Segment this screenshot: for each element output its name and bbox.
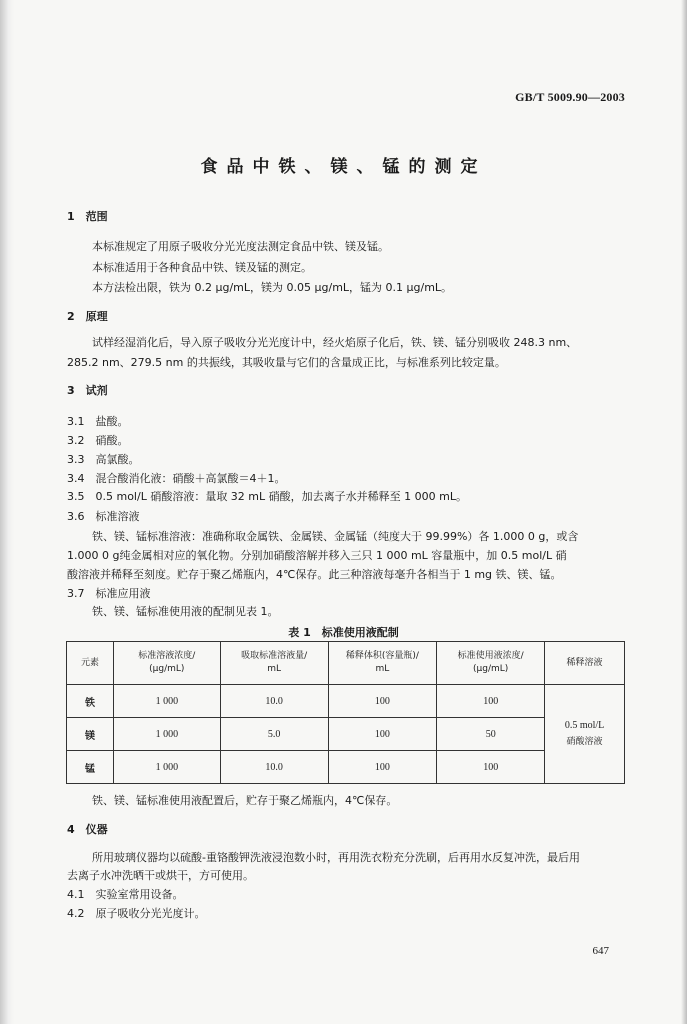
standard-code: GB/T 5009.90—2003 (515, 90, 625, 104)
page-number: 647 (592, 945, 609, 957)
header-use-conc-unit: (μg/mL) (473, 664, 509, 674)
header-volume-label: 吸取标准溶液量/ (241, 651, 308, 661)
header-volume (220, 642, 328, 685)
cell-element: 镁 (67, 718, 114, 751)
header-dilution (328, 642, 437, 685)
diluent-concentration: 0.5 mol/L (564, 720, 605, 731)
cell-use-conc: 50 (437, 718, 545, 751)
section-2-para-line-2: 285.2 nm、279.5 nm 的共振线，其吸收量与它们的含量成正比，与标准系列比较定量。 (67, 356, 506, 369)
table-row (67, 751, 625, 784)
header-use-conc-label: 标准使用液浓度/ (457, 651, 524, 661)
section-1-heading: 1 范围 (67, 210, 108, 223)
item-3-1: 3.1 盐酸。 (67, 415, 129, 428)
item-3-5: 3.5 0.5 mol/L 硝酸溶液：量取 32 mL 硝酸，加去离子水并稀释至 1 000 mL。 (67, 490, 467, 503)
item-3-6: 3.6 标准溶液 (67, 510, 140, 523)
header-std-conc-unit: (μg/mL) (149, 664, 185, 674)
section-1-para-3: 本方法检出限，铁为 0.2 μg/mL，镁为 0.05 μg/mL，锰为 0.1 μg/mL。 (92, 281, 453, 294)
cell-use-conc: 100 (437, 685, 545, 718)
item-3-2: 3.2 硝酸。 (67, 434, 129, 447)
cell-dilution: 100 (328, 751, 437, 784)
cell-dilution: 100 (328, 685, 437, 718)
cell-std-conc: 1 000 (113, 718, 220, 751)
header-diluent: 稀释溶液 (545, 642, 625, 685)
header-element: 元素 (67, 642, 114, 685)
item-3-6-line-3: 酸溶液并稀释至刻度。贮存于聚乙烯瓶内，4℃保存。此三种溶液每毫升各相当于 1 mg 铁、镁、锰。 (67, 568, 562, 581)
cell-element: 锰 (67, 751, 114, 784)
section-4-heading: 4 仪器 (67, 823, 108, 836)
item-3-6-line-1: 铁、镁、锰标准溶液：准确称取金属铁、金属镁、金属锰（纯度大于 99.99%）各 1.000 0 g，或含 (92, 530, 579, 543)
section-3-heading: 3 试剂 (67, 384, 108, 397)
header-use-conc (437, 642, 545, 685)
item-3-4: 3.4 混合酸消化液：硝酸＋高氯酸＝4＋1。 (67, 472, 286, 485)
cell-diluent (545, 685, 625, 784)
section-4-para-line-1: 所用玻璃仪器均以硫酸-重铬酸钾洗液浸泡数小时，再用洗衣粉充分洗刷，后再用水反复冲洗，最后用 (92, 851, 580, 864)
header-std-conc-label: 标准溶液浓度/ (138, 651, 196, 661)
standard-solution-table (66, 641, 625, 784)
item-4-2: 4.2 原子吸收分光光度计。 (67, 907, 206, 920)
table-header-row (67, 642, 625, 685)
item-3-6-line-2: 1.000 0 g纯金属相对应的氧化物。分别加硝酸溶解并移入三只 1 000 mL 容量瓶中，加 0.5 mol/L 硝 (67, 549, 567, 562)
cell-dilution: 100 (328, 718, 437, 751)
header-dilution-label: 稀释体积(容量瓶)/ (345, 651, 419, 661)
section-1-para-1: 本标准规定了用原子吸收分光光度法测定食品中铁、镁及锰。 (92, 240, 389, 253)
header-volume-unit: mL (267, 664, 282, 674)
section-4-para-line-2: 去离子水冲洗晒干或烘干，方可使用。 (67, 869, 254, 882)
table-row (67, 685, 625, 718)
cell-element: 铁 (67, 685, 114, 718)
cell-std-conc: 1 000 (113, 685, 220, 718)
header-std-conc (113, 642, 220, 685)
cell-volume: 10.0 (220, 685, 328, 718)
table-row (67, 718, 625, 751)
document-title: 食品中铁、镁、锰的测定 (200, 157, 487, 177)
header-dilution-unit: mL (375, 664, 390, 674)
cell-std-conc: 1 000 (113, 751, 220, 784)
item-3-3: 3.3 高氯酸。 (67, 453, 140, 466)
cell-volume: 5.0 (220, 718, 328, 751)
item-4-1: 4.1 实验室常用设备。 (67, 888, 184, 901)
section-2-heading: 2 原理 (67, 310, 108, 323)
cell-use-conc: 100 (437, 751, 545, 784)
section-2-para-line-1: 试样经湿消化后，导入原子吸收分光光度计中，经火焰原子化后，铁、镁、锰分别吸收 248.3 nm、 (92, 336, 578, 349)
section-1-para-2: 本标准适用于各种食品中铁、镁及锰的测定。 (92, 261, 312, 274)
diluent-name: 硝酸溶液 (566, 737, 603, 747)
item-3-7-line-1: 铁、镁、锰标准使用液的配制见表 1。 (92, 605, 279, 618)
table-caption: 表 1 标准使用液配制 (288, 626, 399, 639)
item-3-7: 3.7 标准应用液 (67, 587, 151, 600)
table-note: 铁、镁、锰标准使用液配置后，贮存于聚乙烯瓶内，4℃保存。 (92, 794, 398, 807)
cell-volume: 10.0 (220, 751, 328, 784)
